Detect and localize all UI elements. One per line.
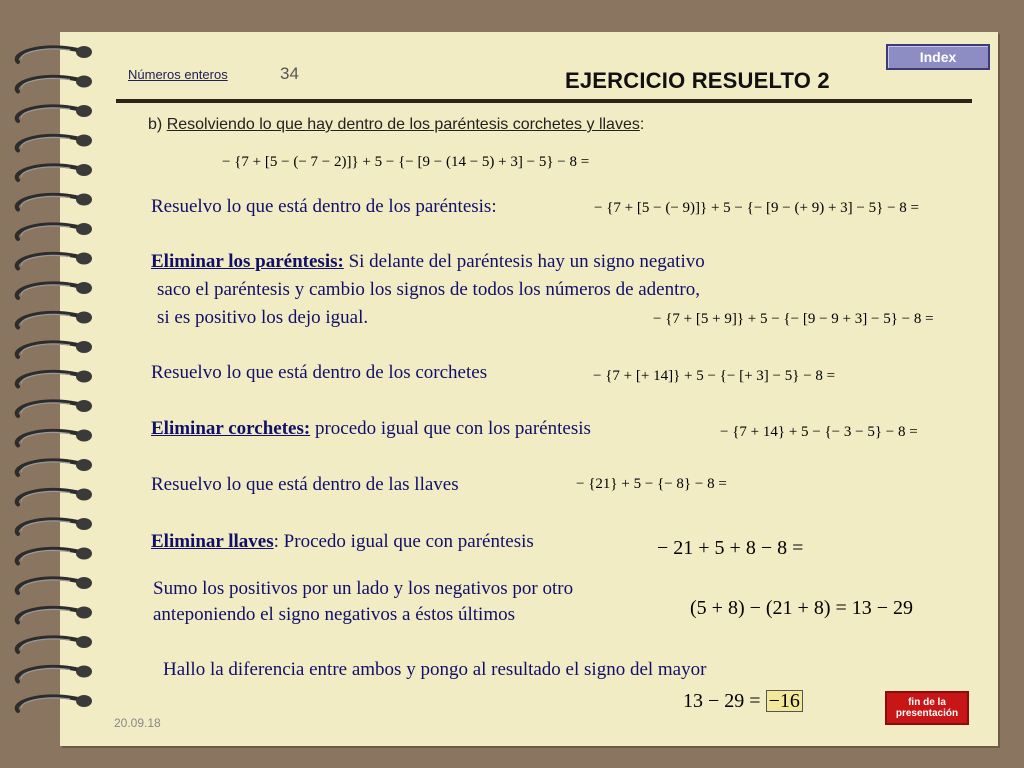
spiral-hole (76, 459, 92, 471)
spiral-hole (76, 282, 92, 294)
spiral-hole (76, 430, 92, 442)
explanation-sum-signs-line-2: anteponiendo el signo negativos a éstos últimos (153, 604, 516, 625)
spiral-hole (76, 341, 92, 353)
page-title: EJERCICIO RESUELTO 2 (565, 68, 830, 93)
end-button-line-2: presentación (895, 708, 959, 719)
spiral-hole (76, 489, 92, 501)
equation-initial: − {7 + [5 − (− 7 − 2)]} + 5 − {− [9 − (14 − 5) + 3] − 5} − 8 = (222, 154, 590, 170)
subtitle-text: Resolviendo lo que hay dentro de los paréntesis corchetes y llaves (166, 116, 640, 133)
explanation-remove-brackets (151, 418, 591, 440)
rule-heading-parentheses: Eliminar los paréntesis: (151, 251, 344, 272)
explanation-remove-parentheses-line-3: si es positivo los dejo igual. (157, 307, 369, 328)
explanation-parentheses: Resuelvo lo que está dentro de los paréntesis: (151, 196, 497, 217)
spiral-hole (76, 695, 92, 707)
equation-step-1: − {7 + [5 − (− 9)]} + 5 − {− [9 − (+ 9) + 3] − 5} − 8 = (594, 200, 919, 216)
explanation-braces: Resuelvo lo que está dentro de las llaves (151, 474, 459, 495)
notebook-page (60, 32, 998, 746)
explanation-remove-parentheses-line-1 (151, 248, 705, 276)
spiral-hole (76, 223, 92, 235)
rule-heading-braces: Eliminar llaves (151, 531, 274, 552)
equation-step-7: (5 + 8) − (21 + 8) = 13 − 29 (690, 597, 914, 619)
subtitle-suffix: : (639, 116, 645, 133)
rule-text-brackets: procedo igual que con los paréntesis (310, 418, 591, 439)
page-number: 34 (280, 64, 299, 83)
slide-date: 20.09.18 (114, 716, 161, 730)
breadcrumb-link[interactable]: Números enteros (128, 67, 228, 82)
spiral-hole (76, 253, 92, 265)
index-button[interactable] (886, 44, 990, 70)
explanation-difference: Hallo la diferencia entre ambos y pongo al resultado el signo del mayor (163, 659, 707, 680)
explanation-brackets: Resuelvo lo que está dentro de los corchetes (151, 362, 488, 383)
spiral-hole (76, 548, 92, 560)
equation-step-3: − {7 + [+ 14]} + 5 − {− [+ 3] − 5} − 8 = (593, 368, 836, 384)
rule-heading-brackets: Eliminar corchetes: (151, 418, 311, 439)
explanation-sum-signs (153, 576, 573, 628)
equation-step-4: − {7 + 14} + 5 − {− 3 − 5} − 8 = (720, 424, 918, 440)
equation-step-5: − {21} + 5 − {− 8} − 8 = (576, 476, 727, 492)
explanation-sum-signs-line-1: Sumo los positivos por un lado y los negativos por otro (153, 578, 574, 599)
spiral-hole (76, 577, 92, 589)
spiral-hole (76, 164, 92, 176)
spiral-hole (76, 46, 92, 58)
spiral-hole (76, 371, 92, 383)
spiral-hole (76, 666, 92, 678)
explanation-remove-braces (151, 531, 534, 553)
spiral-hole (76, 105, 92, 117)
subtitle-prefix: b) (148, 116, 163, 133)
spiral-hole (76, 135, 92, 147)
rule-text-braces: : Procedo igual que con paréntesis (273, 531, 534, 552)
final-result: −16 (766, 690, 803, 712)
explanation-remove-parentheses (151, 248, 705, 332)
equation-step-8-lhs: 13 − 29 = (683, 690, 761, 712)
title-divider (116, 99, 972, 103)
spiral-hole (76, 636, 92, 648)
spiral-hole (76, 194, 92, 206)
spiral-hole (76, 607, 92, 619)
spiral-binding-icon (0, 30, 110, 730)
index-button-label: Index (919, 49, 957, 65)
end-presentation-button[interactable] (885, 691, 969, 725)
equation-step-8 (683, 690, 803, 713)
rule-text-parentheses: Si delante del paréntesis hay un signo negativo (343, 251, 705, 272)
spiral-hole (76, 518, 92, 530)
explanation-remove-parentheses-line-2: saco el paréntesis y cambio los signos de todos los números de adentro, (157, 279, 700, 300)
exercise-subtitle (148, 116, 644, 134)
equation-step-2: − {7 + [5 + 9]} + 5 − {− [9 − 9 + 3] − 5} − 8 = (653, 311, 934, 327)
spiral-hole (76, 400, 92, 412)
equation-step-6: − 21 + 5 + 8 − 8 = (657, 537, 804, 559)
spiral-hole (76, 76, 92, 88)
spiral-hole (76, 312, 92, 324)
end-button-line-1: fin de la (908, 697, 946, 708)
